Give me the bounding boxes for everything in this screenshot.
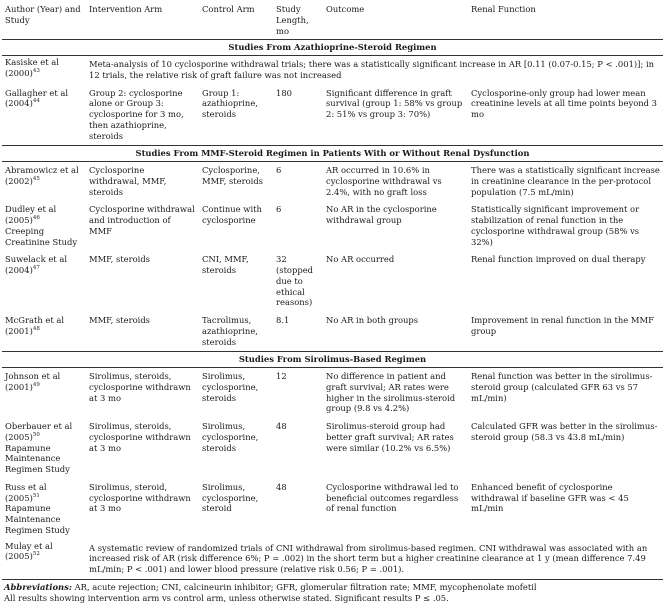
table-row [2,479,663,540]
outcome-cell: No difference in patient and graft survival; AR rates were higher in the sirolimus-steroid group (9.8 vs 4.2%) [326,371,456,414]
control-cell: Sirolimus, cyclosporine, steroids [202,421,259,453]
header-length: Study Length, mo [273,2,323,40]
summary-cell: A systematic review of randomized trials of CNI withdrawal from sirolimus-based regimen. CNI withdrawal was associated with an increased risk of AR (risk difference 6%; P = .002) in the short term but a higher creatinine clearance at 1 y (mean difference 7.49 mL/min; P < .001) and lower blood pressure (relative risk 0.56; P = .001). [86,540,663,580]
length-cell: 6 [276,204,282,215]
table-row [2,312,663,352]
author-cell: Oberbauer et al $(2005)^{50}$ Rapamune Maintenance Regimen Study [5,421,73,474]
header-renal: Renal Function [468,2,663,40]
length-cell: 32 (stopped due to ethical reasons) [276,254,314,308]
control-cell: Tacrolimus, azathioprine, steroids [202,315,258,347]
section-row [2,146,663,162]
header-control: Control Arm [199,2,273,40]
author-cell: Suwelack et al $(2004)^{47}$ [5,254,68,275]
control-cell: Sirolimus, cyclosporine, steroids [202,371,259,403]
renal-cell: Renal function improved on dual therapy [471,254,646,265]
table-row [2,85,663,146]
author-cell: Abramowicz et al $(2002)^{45}$ [5,165,79,186]
length-cell: 8.1 [276,315,290,325]
section-row [2,40,663,56]
intervention-cell: MMF, steroids [89,254,150,265]
section-heading: Studies From Sirolimus-Based Regimen [2,352,663,368]
abbreviations-text: AR, acute rejection; CNI, calcineurin inhibitor; GFR, glomerular filtration rate; MMF, mycophenolate mofetil [71,581,537,592]
control-cell: Group 1: azathioprine, steroids [202,87,258,119]
table-row [2,201,663,251]
table-notes [2,580,663,605]
renal-cell: Renal function was better in the sirolimus-steroid group (calculated GFR 63 vs 57 mL/min) [471,371,653,403]
control-cell: Continue with cyclosporine [202,204,262,225]
length-cell: 12 [276,371,287,381]
renal-cell: Enhanced benefit of cyclosporine withdrawal if baseline GFR was < 45 mL/min [471,481,629,514]
author-cell: Russ et al $(2005)^{51}$ Rapamune Maintenance Regimen Study [5,481,70,535]
abbreviations-label: Abbreviations: [4,581,72,592]
section-row [2,352,663,368]
summary-cell: Meta-analysis of 10 cyclosporine withdrawal trials; there was a statistically significant increase in AR [0.11 (0.07-0.15; P < .001)]; in 12 trials, the relative risk of graft failure was not increased [89,59,655,80]
outcome-cell: No AR occurred [326,254,395,265]
author-cell: Johnson et al $(2001)^{49}$ [5,371,61,392]
outcome-cell: Significant difference in graft survival (group 1: 58% vs group 2: 51% vs group 3: 70%) [326,87,463,119]
header-intervention: Intervention Arm [86,2,199,40]
abbreviations-note [4,582,663,593]
trials-table [2,2,663,580]
results-footnote: All results showing intervention arm vs control arm, unless otherwise stated. Significant results P ≤ .05. [4,593,449,604]
section-heading: Studies From MMF-Steroid Regimen in Patients With or Without Renal Dysfunction [2,146,663,162]
intervention-cell: Cyclosporine withdrawal, MMF, steroids [89,165,167,197]
length-cell: 180 [276,87,292,98]
intervention-cell: Group 2: cyclosporine alone or Group 3: cyclosporine for 3 mo, then azathioprine, steroids [89,87,184,141]
intervention-cell: Cyclosporine withdrawal and introduction of MMF [89,204,195,236]
document-page [2,2,663,604]
length-cell: 6 [276,165,282,175]
renal-cell: Calculated GFR was better in the sirolimus-steroid group (58.3 vs 43.8 mL/min) [471,421,658,442]
outcome-cell: No AR in both groups [326,315,419,325]
table-row [2,418,663,479]
section-heading: Studies From Azathioprine-Steroid Regimen [2,40,663,56]
table-header-row [2,2,663,40]
author-cell: Gallagher et al $(2004)^{44}$ [5,87,69,109]
outcome-cell: Cyclosporine withdrawal led to beneficial outcomes regardless of renal function [326,481,459,514]
table-row [2,162,663,202]
table-row [2,540,663,580]
control-cell: Sirolimus, cyclosporine, steroid [202,481,259,514]
intervention-cell: Sirolimus, steroids, cyclosporine withdrawn at 3 mo [89,421,191,453]
author-cell: Dudley et al $(2005)^{46}$ Creeping Creatinine Study [5,204,78,247]
table-row [2,368,663,419]
renal-cell: Improvement in renal function in the MMF group [471,315,654,336]
table-row [2,251,663,312]
header-author: Author (Year) and Study [2,2,86,40]
intervention-cell: Sirolimus, steroid, cyclosporine withdrawn at 3 mo [89,481,191,514]
control-cell: Cyclosporine, MMF, steroids [202,165,263,186]
outcome-cell: No AR in the cyclosporine withdrawal group [326,204,437,225]
author-cell: McGrath et al $(2001)^{48}$ [5,315,65,336]
author-cell: Mulay et al $(2005)^{52}$ [2,540,86,580]
author-cell: Kasiske et al $(2000)^{43}$ [5,57,59,78]
renal-cell: Cyclosporine-only group had lower mean creatinine levels at all time points beyond 3 mo [471,87,658,119]
header-outcome: Outcome [323,2,468,40]
table-row [2,56,663,85]
intervention-cell: MMF, steroids [89,315,150,325]
length-cell: 48 [276,481,287,492]
outcome-cell: Sirolimus-steroid group had better graft survival; AR rates were similar (10.2% vs 6.5%) [326,421,454,453]
intervention-cell: Sirolimus, steroids, cyclosporine withdrawn at 3 mo [89,371,191,403]
outcome-cell: AR occurred in 10.6% in cyclosporine withdrawal vs 2.4%, with no graft loss [326,165,442,197]
length-cell: 48 [276,421,287,431]
renal-cell: Statistically significant improvement or stabilization of renal function in the cyclosporine withdrawal group (58% vs 32%) [471,204,640,247]
renal-cell: There was a statistically significant increase in creatinine clearance in the per-protocol population (7.5 mL/min) [471,165,660,197]
control-cell: CNI, MMF, steroids [202,254,249,275]
